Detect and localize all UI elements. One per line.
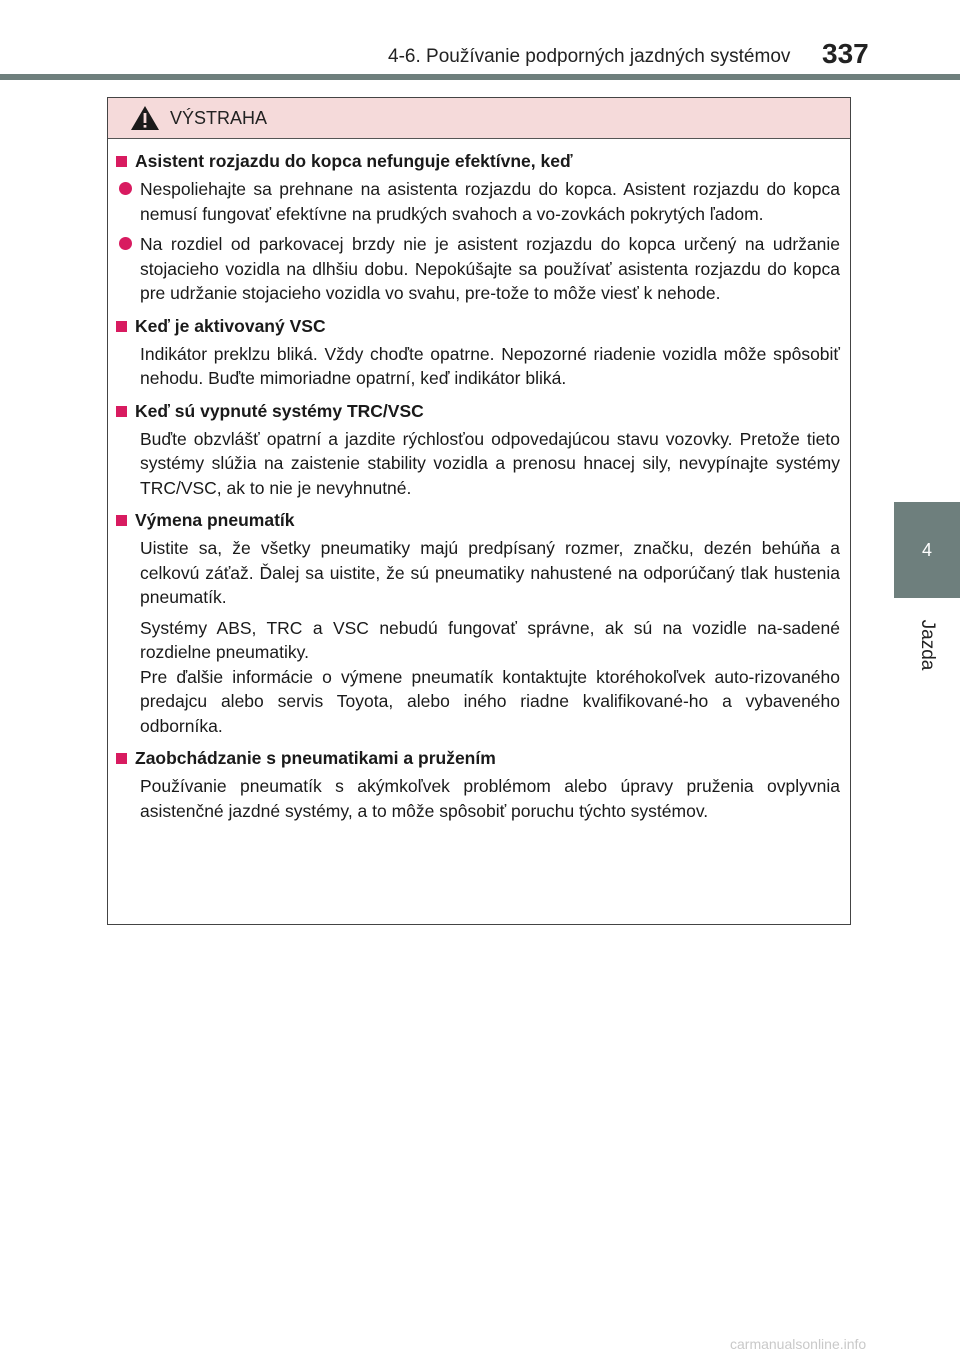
section-heading-text: Zaobchádzanie s pneumatikami a pružením [135,748,496,768]
section-tire-replacement [116,508,840,738]
section-heading [116,746,840,770]
bullet-item [116,232,840,306]
section-paragraph: Používanie pneumatík s akýmkoľvek problémom alebo úpravy pruženia ovplyvnia asistenčné jazdné systémy, a to môže spôsobiť poruchu týchto systémov. [140,776,840,821]
section-paragraph: Indikátor preklzu bliká. Vždy choďte opatrne. Nepozorné riadenie vozidla môže spôsobiť nehodu. Buďte mimoriadne opatrní, keď indikátor bliká. [140,343,840,388]
section-heading-text: Keď sú vypnuté systémy TRC/VSC [135,400,424,421]
square-bullet-icon [116,515,127,526]
header-title: 4-6. Používanie podporných jazdných systémov [388,46,791,67]
round-bullet-icon [119,237,132,250]
section-tire-suspension [116,746,840,823]
section-heading-text: Asistent rozjazdu do kopca nefunguje efektívne, keď [135,151,573,171]
section-trc-vsc-off [116,399,840,501]
square-bullet-icon [116,321,127,332]
warning-triangle-icon [130,105,160,131]
watermark: carmanualsonline.info [730,1336,867,1352]
section-heading [116,508,840,532]
warning-body [108,139,850,823]
warning-box [107,97,851,925]
chapter-tab[interactable] [894,502,960,598]
bullet-item [116,177,840,226]
warning-title: VÝSTRAHA [170,107,268,128]
square-bullet-icon [116,753,127,764]
section-vsc-active [116,314,840,391]
page-number: 337 [822,38,869,69]
section-paragraph: Systémy ABS, TRC a VSC nebudú fungovať správne, ak sú na vozidle na-sadené rozdielne pneumatiky. [140,617,840,662]
square-bullet-icon [116,406,127,417]
section-heading [116,149,840,173]
section-paragraph: Uistite sa, že všetky pneumatiky majú predpísaný rozmer, značku, dezén behúňa a celkovú záťaž. Ďalej sa uistite, že sú pneumatiky nahustené na odporúčaný tlak hustenia pneumatík. [140,538,840,607]
warning-header [108,98,850,139]
section-heading-text: Výmena pneumatík [135,510,295,530]
bullet-text: Na rozdiel od parkovacej brzdy nie je asistent rozjazdu do kopca určený na udržanie stojacieho vozidla na dlhšiu dobu. Nepokúšajte sa používať asistenta rozjazdu do kopca pre udržanie stojacieho vozidla vo svahu, pre-tože to môže viesť k nehode. [140,234,840,303]
section-heading-text: Keď je aktivovaný VSC [135,315,326,336]
section-heading [116,314,840,338]
chapter-number: 4 [921,539,932,560]
section-hill-start [116,149,840,306]
section-paragraph: Pre ďalšie informácie o výmene pneumatík kontaktujte ktoréhokoľvek auto-rizovaného predajcu alebo servis Toyota, alebo iného riadne kvalifikované-ho a vybaveného odborníka. [140,666,840,736]
chapter-label: Jazda [917,619,938,671]
section-heading [116,399,840,423]
round-bullet-icon [119,182,132,195]
section-paragraph: Buďte obzvlášť opatrní a jazdite rýchlosťou odpovedajúcou stavu vozovky. Pretože tieto systémy slúžia na zaistenie stability vozidla a prenosu hnacej sily, nevypínajte systémy TRC/VSC, ak to nie je nevyhnutné. [140,428,840,498]
square-bullet-icon [116,156,127,167]
bullet-text: Nespoliehajte sa prehnane na asistenta rozjazdu do kopca. Asistent rozjazdu do kopca nemusí fungovať efektívne na prudkých svahoch a vo-zovkách pokrytých ľadom. [140,179,840,224]
header-rule [0,74,960,80]
